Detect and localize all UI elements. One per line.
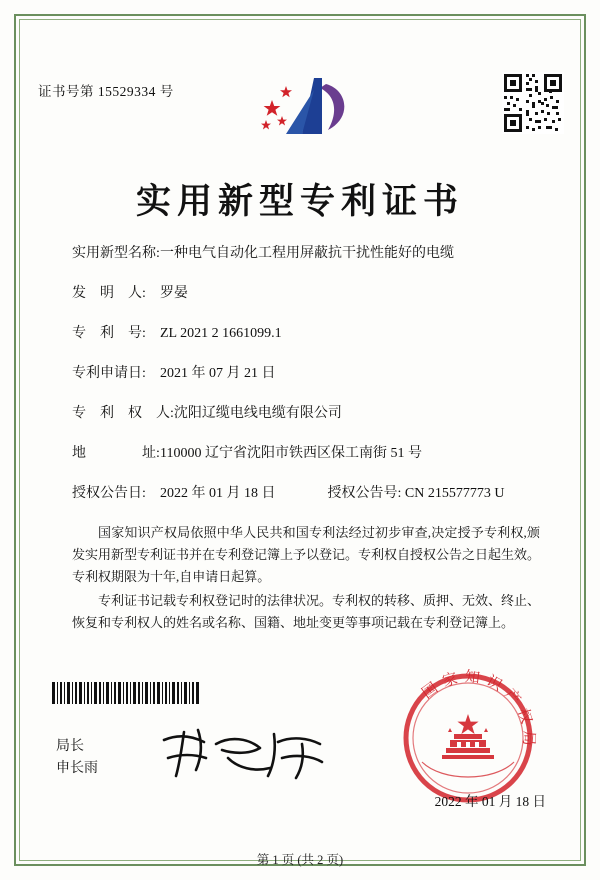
certificate-number: 证书号第 15529334 号 (38, 84, 174, 99)
field-label: 专利申请日: (72, 366, 146, 381)
grant-row (72, 484, 546, 504)
field-row (72, 244, 546, 264)
seal-date: 2022 年 01 月 18 日 (434, 794, 546, 809)
grant-number-label: 授权公告号: (327, 486, 402, 501)
field-value: 罗晏 (160, 286, 188, 301)
qr-code-icon (502, 72, 564, 134)
field-value: 一种电气自动化工程用屏蔽抗干扰性能好的电缆 (160, 246, 454, 261)
certificate-content (34, 34, 566, 867)
page-footer: 第 1 页 (共 2 页) (256, 853, 344, 867)
signature-block (56, 736, 98, 780)
grant-date-label: 授权公告日: (72, 486, 146, 501)
grant-number-value: CN 215577773 U (404, 486, 505, 501)
cnipa-logo-icon (242, 72, 358, 148)
fields-block (72, 244, 546, 524)
field-row (72, 444, 546, 464)
field-label: 专 利 权 人: (72, 406, 174, 421)
page-title: 实用新型专利证书 (135, 181, 464, 222)
barcode-icon (52, 682, 202, 704)
field-row (72, 284, 546, 304)
field-row (72, 364, 546, 384)
field-label: 实用新型名称: (72, 246, 160, 261)
field-row (72, 404, 546, 424)
field-row (72, 324, 546, 344)
field-label: 地 址: (72, 446, 160, 461)
field-value: 沈阳辽缆电线电缆有限公司 (173, 406, 342, 421)
svg-text:国家知识产权局: 国家知识产权局 (418, 667, 539, 753)
signature-name: 申长雨 (56, 761, 98, 776)
field-value: ZL 2021 2 1661099.1 (160, 326, 282, 341)
field-label: 专 利 号: (72, 326, 146, 341)
field-value: 110000 辽宁省沈阳市铁西区保工南街 51 号 (160, 446, 422, 461)
field-label: 发 明 人: (72, 286, 146, 301)
paragraph: 国家知识产权局依照中华人民共和国专利法经过初步审查,决定授予专利权,颁发实用新型专利证书并在专利登记簿上予以登记。专利权自授权公告之日起生效。专利权期限为十年,自申请日起算。 (72, 525, 541, 584)
handwritten-signature-icon (154, 724, 334, 786)
grant-date-value: 2022 年 01 月 18 日 (160, 486, 276, 501)
signature-role: 局长 (56, 739, 84, 754)
field-value: 2021 年 07 月 21 日 (160, 366, 276, 381)
paragraph: 专利证书记载专利权登记时的法律状况。专利权的转移、质押、无效、终止、恢复和专利权人的姓名或名称、国籍、地址变更等事项记载在专利登记簿上。 (72, 593, 541, 630)
legal-text-block (72, 522, 540, 636)
